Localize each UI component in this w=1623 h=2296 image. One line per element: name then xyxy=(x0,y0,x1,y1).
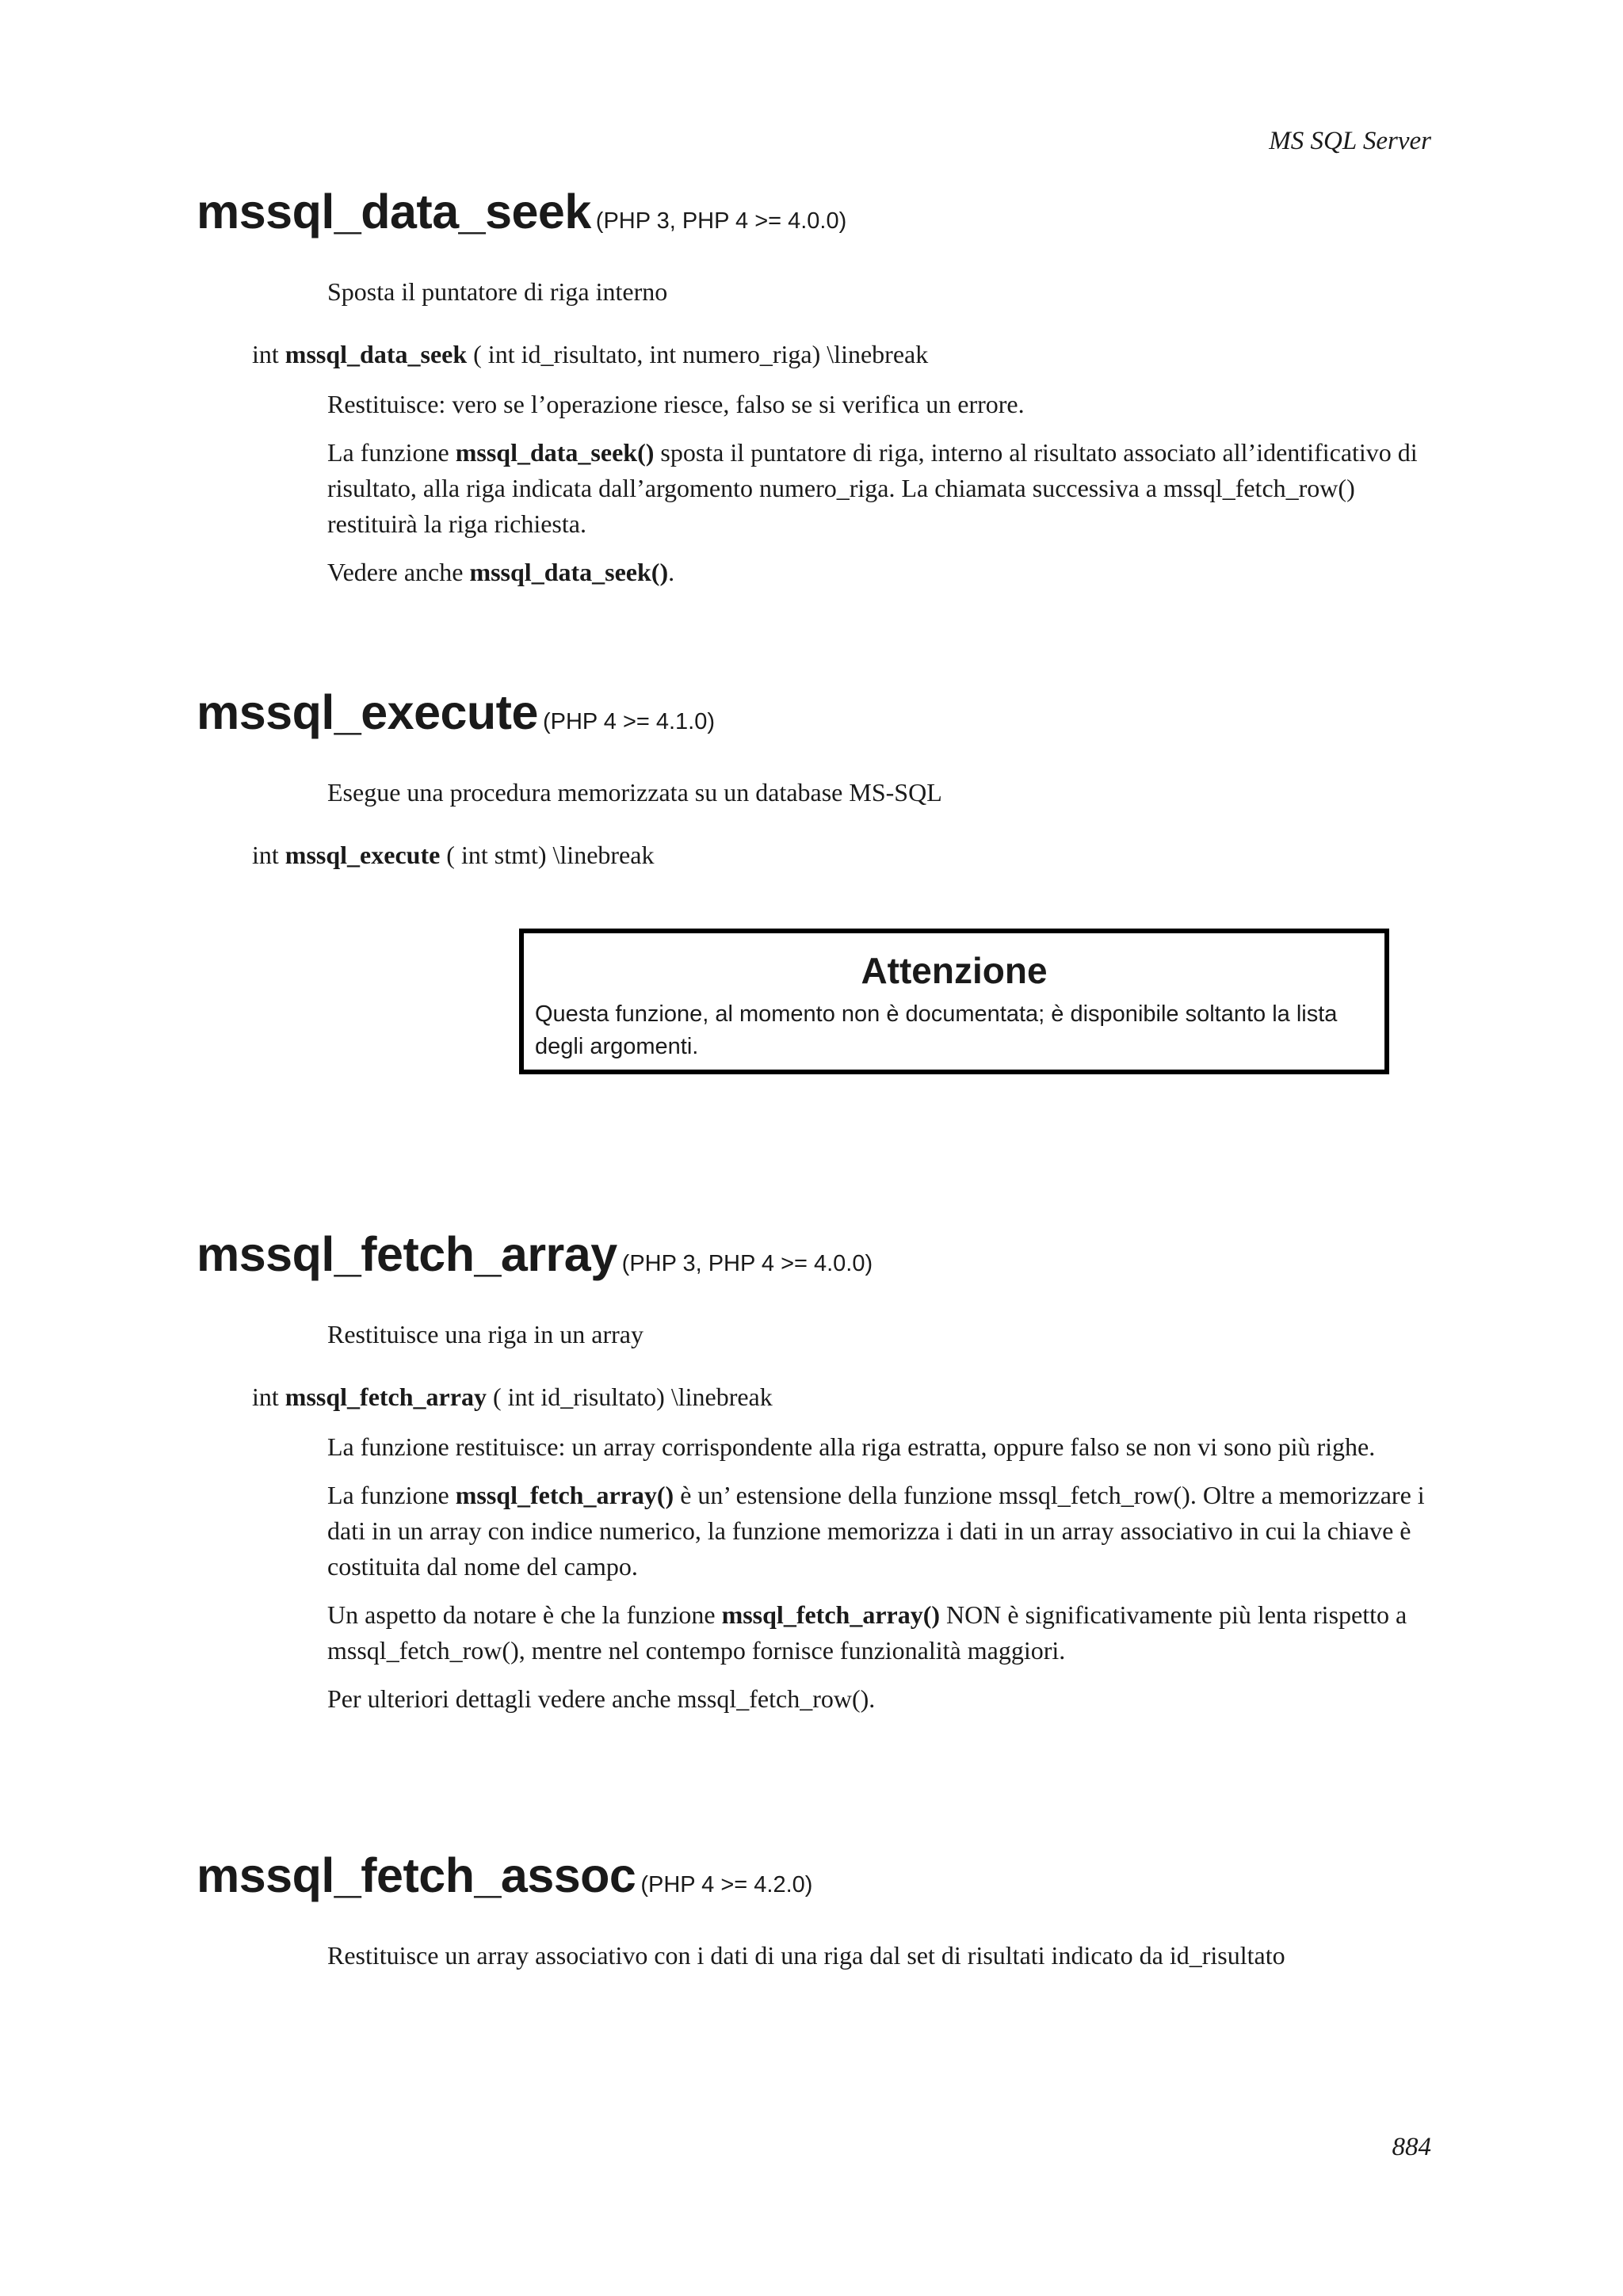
function-name: mssql_data_seek xyxy=(197,185,591,238)
page-number: 884 xyxy=(1392,2133,1431,2161)
description-function-ref: mssql_fetch_array() xyxy=(455,1481,674,1509)
entry-mssql-fetch-assoc xyxy=(197,1848,1433,1974)
see-also-paragraph: Per ulteriori dettagli vedere anche mssql_fetch_row(). xyxy=(327,1684,876,1713)
php-version: (PHP 4 >= 4.2.0) xyxy=(640,1872,813,1897)
function-name: mssql_fetch_array xyxy=(197,1227,617,1281)
warning-box xyxy=(519,929,1389,1074)
synopsis-function-name: mssql_data_seek xyxy=(285,340,468,368)
warning-title: Attenzione xyxy=(861,950,1048,991)
return-type: int xyxy=(252,340,279,368)
function-purpose: Restituisce un array associativo con i dati di una riga dal set di risultati indicato da id_risultato xyxy=(327,1941,1285,1970)
synopsis-arguments: ( int id_risultato) \linebreak xyxy=(492,1383,773,1411)
synopsis-function-name: mssql_fetch_array xyxy=(285,1383,487,1411)
description-function-ref: mssql_data_seek() xyxy=(455,438,655,467)
description-text: sposta il puntatore di riga, interno al risultato associato all’identificativo di risultato, alla riga indicata dall’argomento numero_riga. La chiamata successiva a mssql_fetch_row() restituirà la riga richiesta. xyxy=(327,438,1418,538)
note-text: NON è significativamente più lenta rispetto a mssql_fetch_row(), mentre nel contempo fornisce funzionalità maggiori. xyxy=(327,1600,1407,1665)
return-value-text: Restituisce: vero se l’operazione riesce, falso se si verifica un errore. xyxy=(327,390,1025,418)
running-header: MS SQL Server xyxy=(1269,127,1431,155)
return-type: int xyxy=(252,1383,279,1411)
function-name: mssql_execute xyxy=(197,685,538,739)
function-purpose: Sposta il puntatore di riga interno xyxy=(327,277,668,306)
see-also-text: . xyxy=(668,558,675,586)
note-text: Un aspetto da notare è che la funzione xyxy=(327,1600,722,1629)
php-version: (PHP 3, PHP 4 >= 4.0.0) xyxy=(621,1251,873,1276)
description-text: La funzione xyxy=(327,1481,456,1509)
description-text: è un’ estensione della funzione mssql_fetch_row(). Oltre a memorizzare i dati in un array con indice numerico, la funzione memorizza i dati in un array associativo in cui la chiave è costituita dal nome del campo. xyxy=(327,1481,1425,1581)
php-version: (PHP 4 >= 4.1.0) xyxy=(542,709,716,734)
function-purpose: Restituisce una riga in un array xyxy=(327,1320,643,1348)
description-paragraph xyxy=(327,1478,1433,1585)
function-synopsis xyxy=(252,337,1433,372)
see-also-paragraph xyxy=(327,555,1433,590)
entry-mssql-execute xyxy=(197,685,1433,873)
function-synopsis xyxy=(252,837,1433,873)
synopsis-function-name: mssql_execute xyxy=(285,841,441,869)
return-type: int xyxy=(252,841,279,869)
description-paragraph xyxy=(327,435,1433,542)
entry-mssql-fetch-array xyxy=(197,1226,1433,1717)
function-purpose: Esegue una procedura memorizzata su un database MS-SQL xyxy=(327,778,942,807)
php-version: (PHP 3, PHP 4 >= 4.0.0) xyxy=(595,208,847,234)
see-also-text: Vedere anche xyxy=(327,558,470,586)
see-also-function-ref: mssql_data_seek() xyxy=(469,558,669,586)
entry-title xyxy=(197,184,1433,239)
entry-title xyxy=(197,1848,1433,1903)
entry-title xyxy=(197,1226,1433,1282)
description-text: La funzione xyxy=(327,438,456,467)
warning-text: Questa funzione, al momento non è documentata; è disponibile soltanto la lista degli argomenti. xyxy=(535,1001,1338,1059)
synopsis-arguments: ( int id_risultato, int numero_riga) \linebreak xyxy=(473,340,929,368)
synopsis-arguments: ( int stmt) \linebreak xyxy=(446,841,655,869)
return-value-text: La funzione restituisce: un array corrispondente alla riga estratta, oppure falso se non vi sono più righe. xyxy=(327,1432,1376,1461)
function-synopsis xyxy=(252,1379,1433,1415)
note-function-ref: mssql_fetch_array() xyxy=(721,1600,941,1629)
note-paragraph xyxy=(327,1597,1433,1669)
function-name: mssql_fetch_assoc xyxy=(197,1848,636,1902)
entry-mssql-data-seek xyxy=(197,184,1433,590)
entry-title xyxy=(197,685,1433,740)
